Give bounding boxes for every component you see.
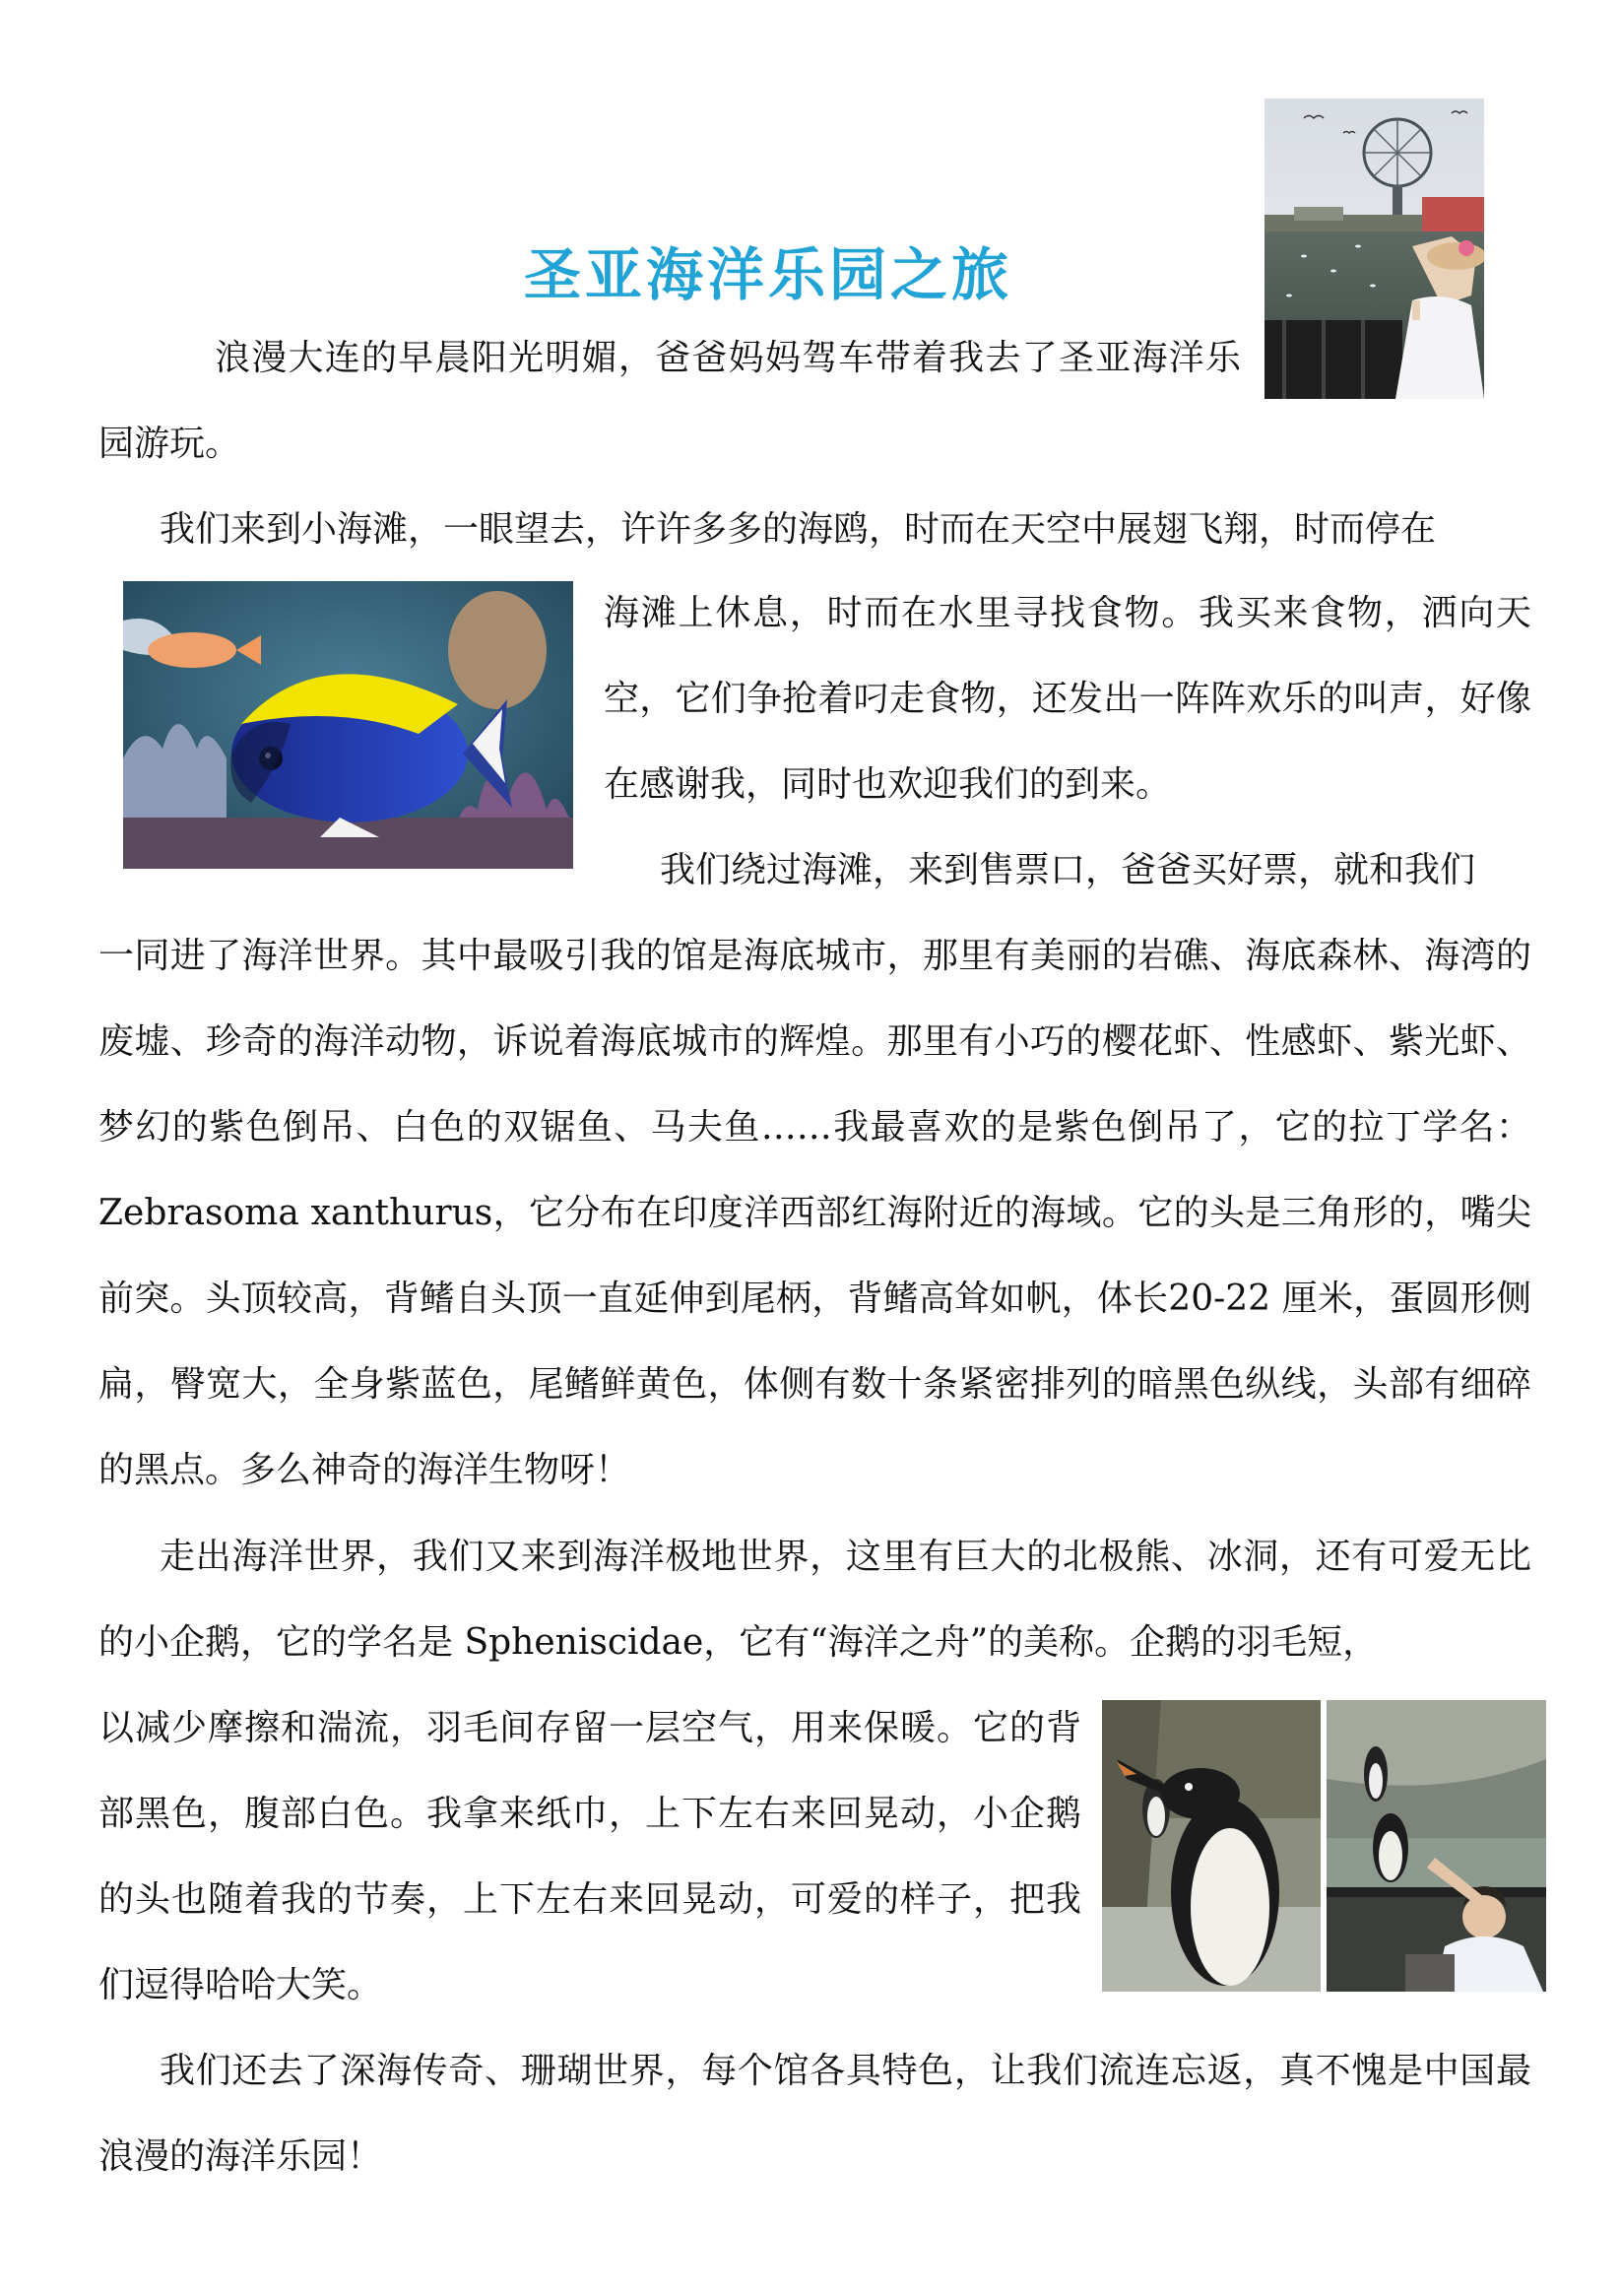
penguin-photo [1102,1700,1321,1992]
paragraph-2-intro: 我们来到小海滩，一眼望去，许许多多的海鸥，时而在天空中展翅飞翔，时而停在 [160,509,1437,550]
blue-tang-fish-photo [123,581,573,869]
page-title: 圣亚海洋乐园之旅 [523,241,1012,308]
paragraph-5: 我们还去了深海传奇、珊瑚世界，每个馆各具特色，让我们流连忘返，真不愧是中国最浪漫的海洋乐园！ [98,2051,1531,2177]
paragraph-4-intro: 走出海洋世界，我们又来到海洋极地世界，这里有巨大的北极熊、冰洞，还有可爱无比的小企鹅，它的学名是 Spheniscidae，它有“海洋之舟”的美称。企鹅的羽毛短， [98,1537,1531,1663]
paragraph-3-intro: 我们绕过海滩，来到售票口，爸爸买好票，就和我们 [660,850,1476,890]
paragraph-3-body: 一同进了海洋世界。其中最吸引我的馆是海底城市，那里有美丽的岩礁、海底森林、海湾的废墟、珍奇的海洋动物，诉说着海底城市的辉煌。那里有小巧的樱花虾、性感虾、紫光虾、梦幻的紫色倒吊、白色的双锯鱼、马夫鱼……我最喜欢的是紫色倒吊了，它的拉丁学名：Zebrasoma xanthurus，它分布在印度洋西部红海附近的海域。它的头是三角形的，嘴尖前突。头顶较高，背鳍自头顶一直延伸到尾柄，背鳍高耸如帆，体长20-22 厘米，蛋圆形侧扁，臀宽大，全身紫蓝色，尾鳍鲜黄色，体侧有数十条紧密排列的暗黑色纵线，头部有细碎的黑点。多么神奇的海洋生物呀！ [98,936,1531,1490]
paragraph-4-body: 以减少摩擦和湍流，羽毛间存留一层空气，用来保暖。它的背部黑色，腹部白色。我拿来纸巾，上下左右来回晃动，小企鹅的头也随着我的节奏，上下左右来回晃动，可爱的样子，把我们逗得哈哈大笑。 [98,1708,1081,2005]
paragraph-2-body: 海滩上休息，时而在水里寻找食物。我买来食物，洒向天空，它们争抢着叼走食物，还发出一阵阵欢乐的叫声，好像在感谢我，同时也欢迎我们的到来。 [604,593,1531,805]
paragraph-1: 浪漫大连的早晨阳光明媚，爸爸妈妈驾车带着我去了圣亚海洋乐园游玩。 [98,338,1241,464]
penguin-with-girl-photo [1327,1700,1546,1992]
